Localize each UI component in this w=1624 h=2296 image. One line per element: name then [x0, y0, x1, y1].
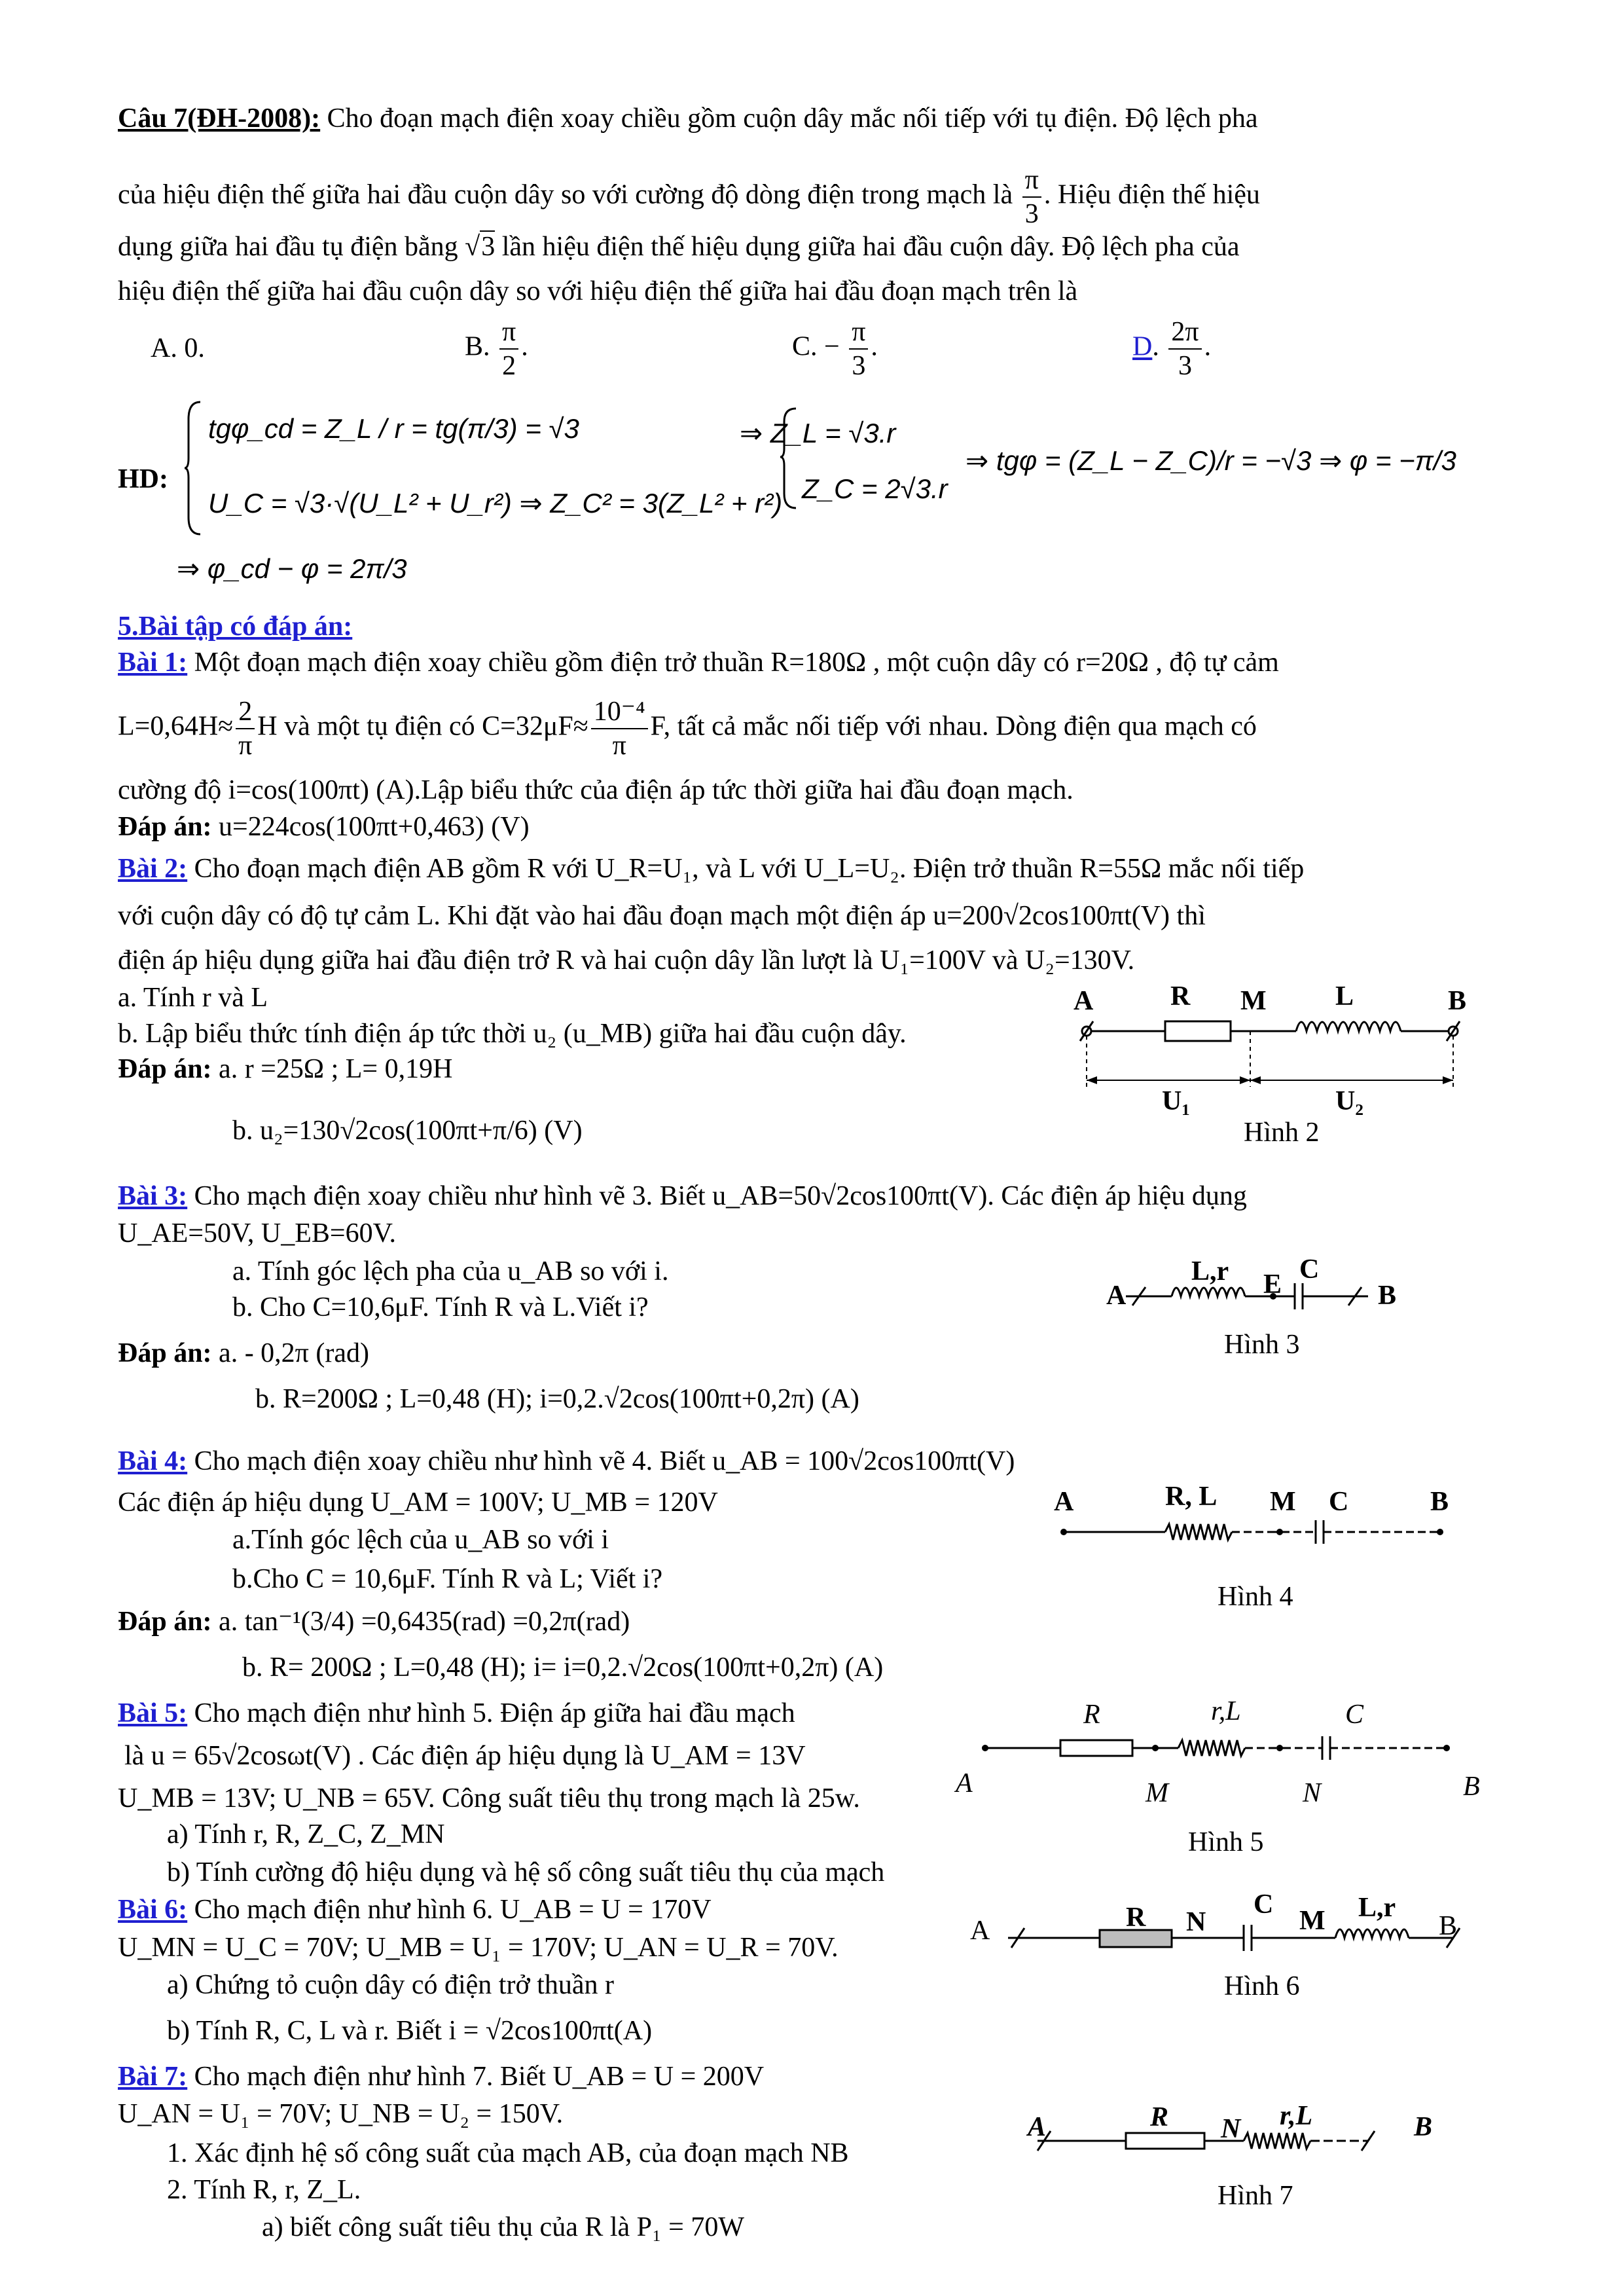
fig5-label-c: C [1345, 1700, 1364, 1730]
b4-line2: Các điện áp hiệu dụng U_AM = 100V; U_MB = 120V [118, 1487, 718, 1518]
b3-answer-b: b. R=200Ω ; L=0,48 (H); i=0,2.√2cos(100πt+0,2π) (A) [255, 1384, 859, 1414]
fig5-label-rl: r,L [1211, 1696, 1241, 1726]
q7-option-d-letter: D [1132, 331, 1153, 362]
b3-line1: Bài 3: Cho mạch điện xoay chiều như hình vẽ 3. Biết u_AB=50√2cos100πt(V). Các điện áp hiệu dụng [118, 1181, 1247, 1211]
fig7-label-a: A [1028, 2112, 1047, 2142]
b4-answer-b: b. R= 200Ω ; L=0,48 (H); i= i=0,2.√2cos(100πt+0,2π) (A) [242, 1652, 884, 1683]
b7-line1: Bài 7: Cho mạch điện như hình 7. Biết U_AB = U = 200V [118, 2062, 765, 2092]
fig7-label-n: N [1221, 2114, 1241, 2144]
b6-b: b) Tính R, C, L và r. Biết i = √2cos100πt(A) [167, 2016, 653, 2046]
fig5-label-a: A [956, 1768, 973, 1798]
fig7-caption: Hình 7 [1218, 2181, 1293, 2211]
b2-b: b. Lập biểu thức tính điện áp tức thời u₂ (u_MB) giữa hai đầu cuộn dây. [118, 1019, 907, 1049]
fig4-label-b: B [1430, 1487, 1449, 1517]
b5-b: b) Tính cường độ hiệu dụng và hệ số công suất tiêu thụ của mạch [167, 1857, 885, 1887]
b7-item1: 1. Xác định hệ số công suất của mạch AB, của đoạn mạch NB [167, 2138, 849, 2168]
b7-line2: U_AN = U₁ = 70V; U_NB = U₂ = 150V. [118, 2099, 564, 2129]
q7-text4: hiệu điện thế giữa hai đầu cuộn dây so với hiệu điện thế giữa hai đầu đoạn mạch trên là [118, 276, 1078, 306]
fig3-label-c: C [1299, 1254, 1320, 1285]
b4-b: b.Cho C = 10,6μF. Tính R và L; Viết i? [232, 1564, 663, 1594]
b6-a: a) Chứng tỏ cuộn dây có điện trở thuần r [167, 1970, 614, 2000]
b1-line1: Bài 1: Một đoạn mạch điện xoay chiều gồm điện trở thuần R=180Ω , một cuộn dây có r=20Ω , độ tự cảm [118, 647, 1279, 678]
fig6-label-a: A [970, 1916, 990, 1946]
fig3-label-a: A [1106, 1281, 1127, 1311]
b2-answer-b: b. u₂=130√2cos(100πt+π/6) (V) [232, 1116, 583, 1146]
b5-line1: Bài 5: Cho mạch điện như hình 5. Điện áp giữa hai đầu mạch [118, 1698, 795, 1728]
b7-label: Bài 7: [118, 2062, 188, 2092]
fig2-label-u1: U₁ [1162, 1086, 1190, 1116]
q7-line4 [118, 274, 1077, 309]
q7-text2a: của hiệu điện thế giữa hai đầu cuộn dây so với cường độ dòng điện trong mạch là [118, 179, 1013, 210]
q7-title: Câu 7(ĐH-2008): [118, 103, 321, 134]
b2-line1: Bài 2: Cho đoạn mạch điện AB gồm R với U_R=U₁, và L với U_L=U₂. Điện trở thuần R=55Ω mắc nối tiếp [118, 854, 1305, 884]
section-5-title: 5.Bài tập có đáp án: [118, 611, 353, 642]
hd-eq2: U_C = √3·√(U_L² + U_r²) ⇒ Z_C² = 3(Z_L² + r²) [208, 488, 783, 519]
fig6-label-c: C [1254, 1889, 1274, 1920]
figure-6 [982, 1912, 1479, 1967]
fig5-label-b: B [1463, 1772, 1480, 1802]
fig7-label-b: B [1414, 2112, 1433, 2142]
fig3-label-lr: L,r [1191, 1256, 1229, 1286]
b5-a: a) Tính r, R, Z_C, Z_MN [167, 1819, 445, 1850]
fig6-label-m: M [1299, 1906, 1326, 1936]
fig3-label-b: B [1378, 1281, 1397, 1311]
hd-label: HD: [118, 464, 168, 494]
fig2-label-m: M [1240, 986, 1267, 1016]
figure-3 [1106, 1264, 1401, 1332]
fig5-label-n: N [1303, 1778, 1322, 1808]
hd-eq4: Z_C = 2√3.r [802, 473, 948, 504]
fig6-caption: Hình 6 [1224, 1971, 1300, 2001]
q7-text3a: dụng giữa hai đầu tụ điện bằng [118, 232, 458, 262]
fig6-label-r: R [1126, 1903, 1146, 1933]
b3-b: b. Cho C=10,6μF. Tính R và L.Viết i? [232, 1292, 649, 1322]
hd-eq1: tgφ_cd = Z_L / r = tg(π/3) = √3 [208, 413, 579, 444]
fig4-label-rl: R, L [1165, 1482, 1218, 1512]
hd-eq5: ⇒ tgφ = (Z_L − Z_C)/r = −√3 ⇒ φ = −π/3 [965, 445, 1456, 476]
b5-line2: là u = 65√2cosωt(V) . Các điện áp hiệu dụng là U_AM = 13V [124, 1741, 806, 1771]
fig7-label-r: R [1150, 2102, 1169, 2132]
b2-line2: với cuộn dây có độ tự cảm L. Khi đặt vào hai đầu đoạn mạch một điện áp u=200√2cos100πt(V) thì [118, 901, 1206, 931]
b3-a: a. Tính góc lệch pha của u_AB so với i. [232, 1256, 669, 1286]
fig5-caption: Hình 5 [1188, 1827, 1264, 1857]
fig2-label-a: A [1074, 986, 1094, 1016]
b4-label: Bài 4: [118, 1446, 188, 1476]
b3-answer-a: Đáp án: a. - 0,2π (rad) [118, 1338, 369, 1368]
fig4-label-a: A [1054, 1487, 1074, 1517]
b5-label: Bài 5: [118, 1698, 188, 1728]
hd-eq6: ⇒ φ_cd − φ = 2π/3 [177, 553, 407, 584]
fig5-label-m: M [1146, 1778, 1168, 1808]
b7-item2: 2. Tính R, r, Z_L. [167, 2175, 361, 2205]
fig6-label-lr: L,r [1358, 1893, 1396, 1923]
fig2-label-b: B [1448, 986, 1467, 1016]
b4-line1: Bài 4: Cho mạch điện xoay chiều như hình vẽ 4. Biết u_AB = 100√2cos100πt(V) [118, 1446, 1015, 1476]
pi-over-3: $\frac{\pi}{3}$ [1022, 164, 1041, 230]
b6-label: Bài 6: [118, 1895, 188, 1925]
hd-eq3: ⇒ Z_L = √3.r [740, 418, 896, 448]
fig4-label-c: C [1329, 1487, 1349, 1517]
b2-line3: điện áp hiệu dụng giữa hai đầu điện trở R và hai cuộn dây lần lượt là U₁=100V và U₂=130V. [118, 945, 1135, 975]
b6-line1: Bài 6: Cho mạch điện như hình 6. U_AB = U = 170V [118, 1895, 712, 1925]
fig2-label-l: L [1335, 981, 1354, 1011]
fig3-label-e: E [1263, 1269, 1282, 1300]
b1-answer: Đáp án: u=224cos(100πt+0,463) (V) [118, 812, 530, 842]
q7-option-d: D. $\frac{2\pi}{3}$ . [1132, 317, 1212, 381]
b4-a: a.Tính góc lệch của u_AB so với i [232, 1525, 609, 1555]
q7-line3: dụng giữa hai đầu tụ điện bằng √3 lần hiệu điện thế hiệu dụng giữa hai đầu cuộn dây. Độ lệch pha của [118, 232, 1240, 262]
fig3-caption: Hình 3 [1224, 1330, 1300, 1360]
q7-option-a: A. 0. [151, 333, 205, 363]
b2-answer-a: Đáp án: a. r =25Ω ; L= 0,19H [118, 1054, 453, 1084]
fig2-caption: Hình 2 [1244, 1118, 1320, 1148]
b7-item2a: a) biết công suất tiêu thụ của R là P₁ = 70W [262, 2212, 744, 2242]
q7-option-c: C. − $\frac{\pi}{3}$ . [792, 317, 878, 381]
fig6-label-b: B [1439, 1911, 1458, 1941]
q7-text3b: lần hiệu điện thế hiệu dụng giữa hai đầu cuộn dây. Độ lệch pha của [501, 232, 1240, 262]
q7-line2 [118, 164, 1260, 230]
b2-label: Bài 2: [118, 854, 188, 884]
q7-option-b: B. $\frac{\pi}{2}$ . [465, 317, 528, 381]
b1-line3: cường độ i=cos(100πt) (A).Lập biểu thức của điện áp tức thời giữa hai đầu đoạn mạch. [118, 775, 1074, 805]
hd-brace-1 [183, 399, 203, 540]
b6-line2: U_MN = U_C = 70V; U_MB = U₁ = 170V; U_AN = U_R = 70V. [118, 1933, 839, 1963]
fig4-caption: Hình 4 [1218, 1582, 1293, 1612]
fig6-label-n: N [1186, 1907, 1206, 1937]
b3-label: Bài 3: [118, 1181, 188, 1211]
q7-text2b: . Hiệu điện thế hiệu [1043, 179, 1260, 210]
q7-line1 [118, 101, 1258, 136]
q7-text1: Cho đoạn mạch điện xoay chiều gồm cuộn dây mắc nối tiếp với tụ điện. Độ lệch pha [327, 103, 1258, 134]
figure-5 [975, 1722, 1499, 1777]
b5-line3: U_MB = 13V; U_NB = 65V. Công suất tiêu thụ trong mạch là 25w. [118, 1783, 860, 1813]
b1-line2: L=0,64H≈ $\frac{2}{\pi}$ H và một tụ điện có C=32μF≈ $\frac{\text{10⁻⁴}}{\pi}$ F, tất cả mắc nối tiếp với nhau. Dòng điện qua mạch có [118, 697, 1257, 761]
fig4-label-m: M [1270, 1487, 1296, 1517]
fig2-label-r: R [1170, 981, 1191, 1011]
fig2-label-u2: U₂ [1335, 1086, 1363, 1116]
b3-line2: U_AE=50V, U_EB=60V. [118, 1218, 397, 1248]
b2-a: a. Tính r và L [118, 983, 268, 1013]
b4-answer-a: Đáp án: a. tan⁻¹(3/4) =0,6435(rad) =0,2π(rad) [118, 1607, 630, 1637]
figure-4 [1054, 1506, 1479, 1561]
b1-label: Bài 1: [118, 647, 188, 678]
fig7-label-rl: r,L [1280, 2101, 1313, 2131]
fig5-label-r: R [1083, 1700, 1100, 1730]
